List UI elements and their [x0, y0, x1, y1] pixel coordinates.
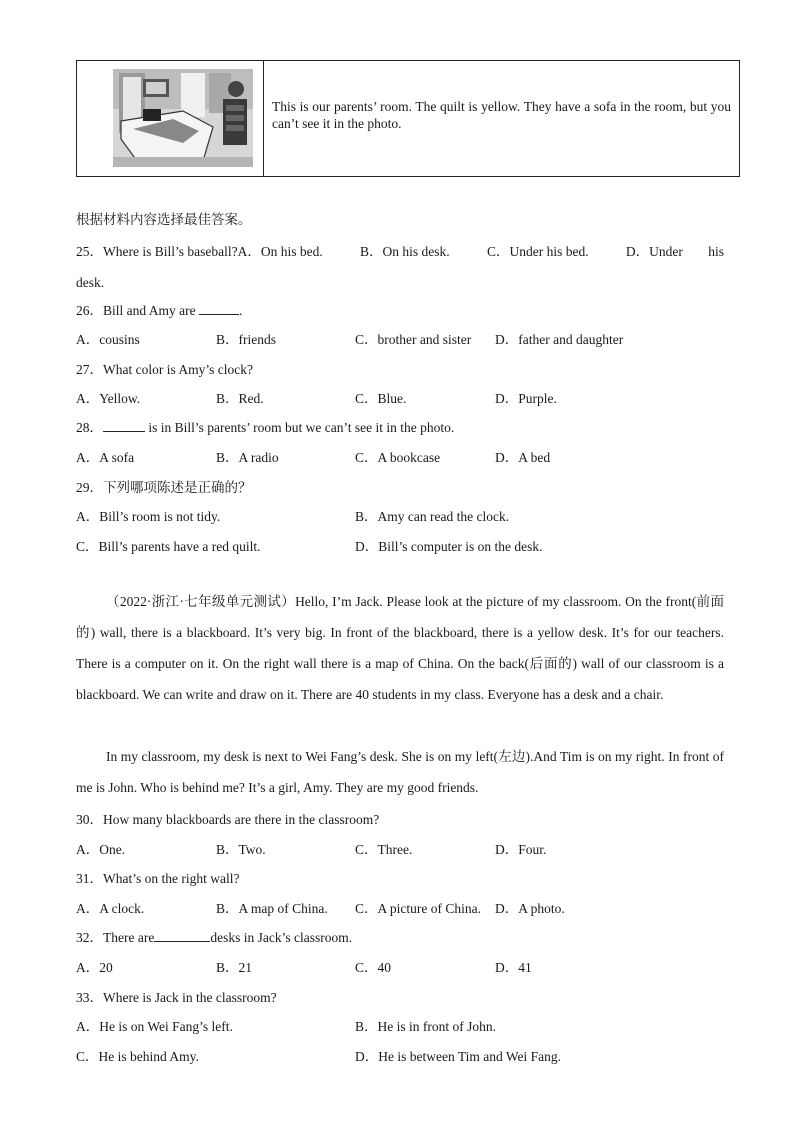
q26-option-d[interactable]: D．father and daughter: [495, 332, 624, 347]
q26-blank[interactable]: [199, 314, 239, 315]
q33-option-d[interactable]: D．He is between Tim and Wei Fang.: [355, 1049, 562, 1064]
q29-option-a[interactable]: A．Bill’s room is not tidy.: [76, 509, 221, 524]
q28-stem-post: is in Bill’s parents’ room but we can’t see it in the photo.: [145, 420, 455, 435]
q25-option-b[interactable]: B．On his desk.: [360, 244, 450, 259]
q29-option-b[interactable]: B．Amy can read the clock.: [355, 509, 510, 524]
q26-stem-pre: 26．Bill and Amy are: [76, 303, 196, 318]
q29-option-d[interactable]: D．Bill’s computer is on the desk.: [355, 539, 543, 554]
question-25: [76, 236, 724, 298]
q32-option-a[interactable]: A．20: [76, 960, 113, 975]
q27-option-c[interactable]: C．Blue.: [355, 391, 407, 406]
passage-paragraph-1: [76, 586, 724, 710]
q26-stem-post: .: [238, 303, 243, 318]
q25-option-a[interactable]: A．On his bed.: [237, 244, 323, 259]
q27-option-a[interactable]: A．Yellow.: [76, 391, 141, 406]
q29-option-c[interactable]: C．Bill’s parents have a red quilt.: [76, 539, 261, 554]
passage-table: [76, 60, 740, 177]
q26-option-c[interactable]: C．brother and sister: [355, 332, 472, 347]
q31-option-c[interactable]: C．A picture of China.: [355, 901, 481, 916]
q28-option-a[interactable]: A．A sofa: [76, 450, 135, 465]
q31-stem: 31．What’s on the right wall?: [76, 871, 240, 886]
q28-stem-pre: 28．: [76, 420, 103, 435]
q25-option-d[interactable]: D．Under his: [625, 244, 724, 259]
bedroom-photo: [113, 69, 253, 167]
q25-option-d-cont: desk.: [76, 275, 105, 290]
q32-option-c[interactable]: C．40: [355, 960, 392, 975]
q31-option-a[interactable]: A．A clock.: [76, 901, 145, 916]
q33-stem: 33．Where is Jack in the classroom?: [76, 990, 277, 1005]
q28-option-b[interactable]: B．A radio: [216, 450, 279, 465]
q26-option-b[interactable]: B．friends: [216, 332, 276, 347]
q27-option-b[interactable]: B．Red.: [216, 391, 264, 406]
q30-option-c[interactable]: C．Three.: [355, 842, 413, 857]
q25-stem: 25．Where is Bill’s baseball?: [76, 244, 238, 259]
passage-text: This is our parents’ room. The quilt is yellow. They have a sofa in the room, but you can’t see it in the photo.: [272, 99, 731, 131]
q28-blank[interactable]: [103, 431, 145, 432]
q31-option-d[interactable]: D．A photo.: [495, 901, 565, 916]
q32-option-b[interactable]: B．21: [216, 960, 253, 975]
image-cell: [77, 61, 264, 176]
passage-paragraph-2: In my classroom, my desk is next to Wei Fang’s desk. She is on my left(左边).And Tim is on my right. In front of me is John. Who is behind me? It’s a girl, Amy. They are my good friends.: [76, 749, 724, 795]
passage-source: （2022·浙江·七年级单元测试）: [106, 594, 296, 609]
q29-stem: 29．下列哪项陈述是正确的？: [76, 480, 252, 495]
instruction: 根据材料内容选择最佳答案。: [76, 212, 252, 227]
q30-stem: 30．How many blackboards are there in the classroom?: [76, 812, 380, 827]
q32-blank[interactable]: [154, 941, 210, 942]
q28-option-d[interactable]: D．A bed: [495, 450, 551, 465]
q32-stem-post: desks in Jack’s classroom.: [210, 930, 353, 945]
q32-stem-pre: 32．There are: [76, 930, 155, 945]
q31-option-b[interactable]: B．A map of China.: [216, 901, 328, 916]
q33-option-b[interactable]: B．He is in front of John.: [355, 1019, 496, 1034]
q33-option-c[interactable]: C．He is behind Amy.: [76, 1049, 199, 1064]
q26-option-a[interactable]: A．cousins: [76, 332, 140, 347]
question-26: [76, 299, 724, 319]
q30-option-b[interactable]: B．Two.: [216, 842, 266, 857]
q28-option-c[interactable]: C．A bookcase: [355, 450, 441, 465]
question-28: [76, 416, 724, 436]
q30-option-d[interactable]: D．Four.: [495, 842, 547, 857]
q27-stem: 27．What color is Amy’s clock?: [76, 362, 253, 377]
q27-option-d[interactable]: D．Purple.: [495, 391, 557, 406]
question-32: [76, 926, 724, 946]
q25-option-c[interactable]: C．Under his bed.: [486, 244, 589, 259]
q32-option-d[interactable]: D．41: [495, 960, 532, 975]
q33-option-a[interactable]: A．He is on Wei Fang’s left.: [76, 1019, 233, 1034]
passage-p1: Hello, I’m Jack. Please look at the picture of my classroom. On the front(前面的) wall, there is a blackboard. It’s very big. In front of the blackboard, there is a yellow desk. It’s for our teachers. There is a computer on it. On the right wall there is a map of China. On the back(后面的) wall of our classroom is a blackboard. We can write and draw on it. There are 40 students in my class. Everyone has a desk and a chair.: [76, 594, 724, 702]
q30-option-a[interactable]: A．One.: [76, 842, 126, 857]
